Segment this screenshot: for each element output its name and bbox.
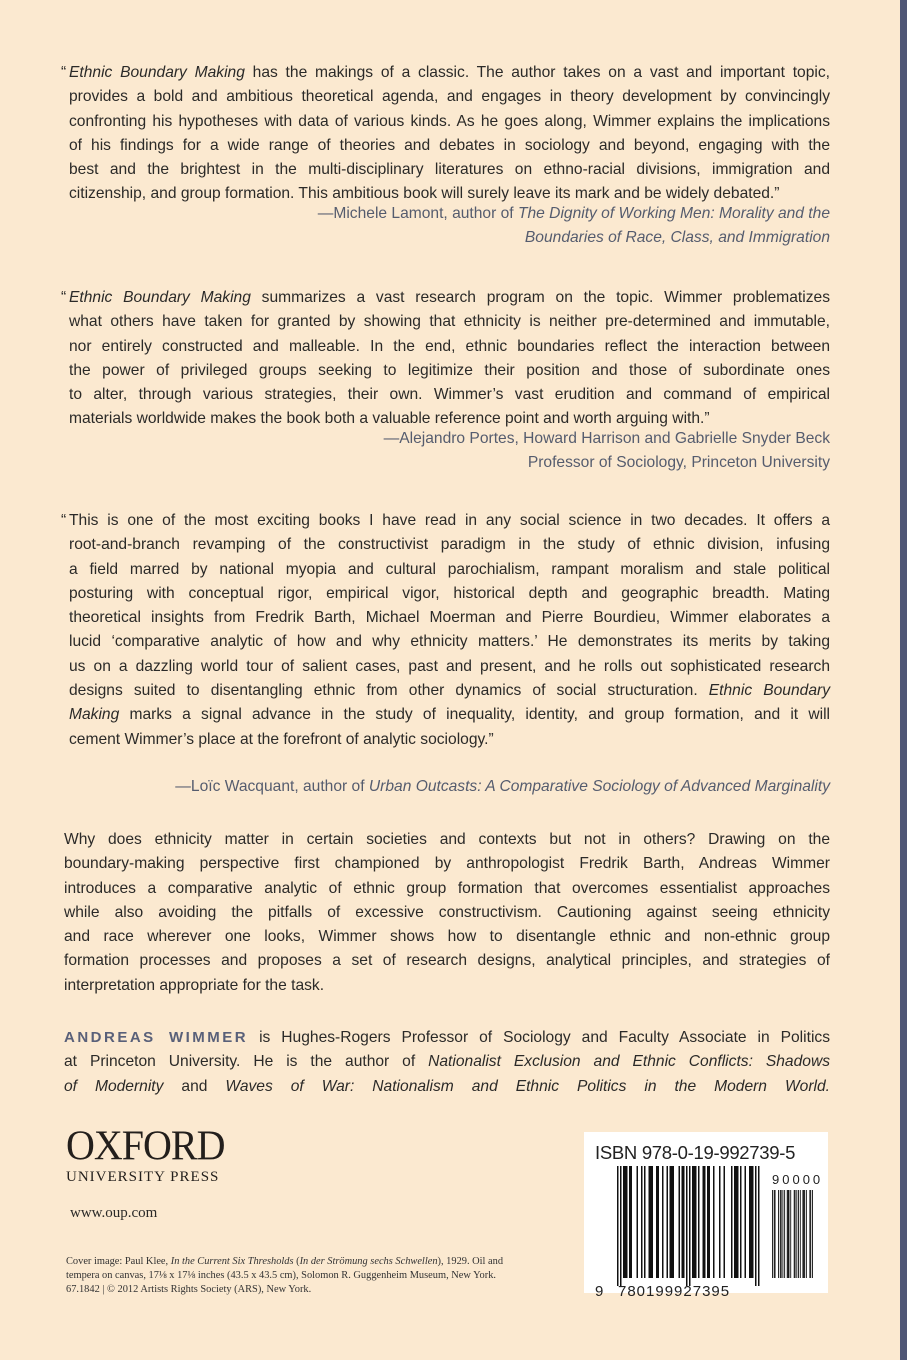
text-segment: Ethnic Boundary Making bbox=[69, 289, 251, 306]
barcode-bar bbox=[626, 1166, 628, 1278]
barcode-addon-bar bbox=[794, 1190, 795, 1278]
text-segment: ( bbox=[293, 1256, 300, 1267]
text-line bbox=[64, 828, 830, 852]
barcode-bar bbox=[682, 1166, 684, 1278]
quote-attribution bbox=[69, 775, 830, 799]
author-bio bbox=[64, 1026, 830, 1099]
barcode-bar bbox=[704, 1166, 706, 1278]
text-line bbox=[64, 852, 830, 876]
text-line bbox=[69, 655, 830, 679]
barcode-addon-bar bbox=[784, 1190, 785, 1278]
oxford-logo bbox=[66, 1121, 225, 1186]
text-segment: and race wherever one looks, Wimmer shows how to disentangle ethnic and non-ethnic group bbox=[64, 928, 830, 946]
isbn-label: ISBN 978-0-19-992739-5 bbox=[595, 1142, 796, 1163]
barcode-bar bbox=[755, 1166, 757, 1286]
text-line bbox=[69, 451, 830, 475]
barcode-addon-bar bbox=[772, 1190, 773, 1278]
barcode-addon-bar bbox=[804, 1190, 805, 1278]
text-segment: The Dignity of Working Men: Morality and the bbox=[517, 204, 830, 222]
text-line bbox=[69, 310, 830, 334]
text-line bbox=[69, 703, 830, 727]
text-line bbox=[66, 1269, 503, 1283]
text-segment: at Princeton University. He is the author of bbox=[64, 1053, 429, 1071]
text-segment: —Loïc Wacquant, author of bbox=[175, 777, 369, 795]
barcode-bar bbox=[658, 1166, 660, 1278]
text-line bbox=[61, 286, 830, 310]
barcode-bar bbox=[707, 1166, 709, 1278]
text-segment: lucid ‘comparative analytic of how and why ethnicity matters.’ He demonstrates its merits by taking bbox=[69, 633, 830, 651]
barcode-addon-bar bbox=[774, 1190, 775, 1278]
text-line bbox=[66, 1283, 503, 1297]
text-line bbox=[64, 974, 830, 998]
text-line bbox=[69, 533, 830, 557]
barcode-addon-bar bbox=[796, 1190, 797, 1278]
barcode-addon-bar bbox=[795, 1190, 796, 1278]
text-segment: best and the brightest in the multi-disciplinary literatures on ethno-racial divisions, immigration and bbox=[69, 161, 830, 179]
barcode-addon-bar bbox=[782, 1190, 783, 1278]
text-line bbox=[69, 606, 830, 630]
barcode-bar bbox=[736, 1166, 738, 1278]
barcode-addon-bar bbox=[800, 1190, 801, 1278]
text-segment: formation processes and proposes a set of research designs, analytical principles, and strategies of bbox=[64, 952, 830, 970]
barcode-bar bbox=[713, 1166, 715, 1278]
cover-credits bbox=[66, 1255, 503, 1297]
text-line bbox=[66, 1255, 503, 1269]
barcode-addon-bar bbox=[787, 1190, 788, 1278]
text-line bbox=[64, 1075, 830, 1099]
text-segment: the power of privileged groups seeking to legitimize their position and those of subordinate ones bbox=[69, 361, 830, 379]
text-line bbox=[69, 359, 830, 383]
barcode-addon-bar bbox=[810, 1190, 811, 1278]
barcode-bar bbox=[667, 1166, 669, 1278]
quote-lamont bbox=[61, 61, 830, 250]
text-segment: theoretical insights from Fredrik Barth, Michael Moerman and Pierre Bourdieu, Wimmer elaborates a bbox=[69, 609, 830, 627]
barcode-bar bbox=[631, 1166, 633, 1278]
barcode-first-digit: 9 bbox=[595, 1283, 604, 1300]
text-segment: Why does ethnicity matter in certain societies and contexts but not in others? Drawing on the bbox=[64, 831, 830, 848]
barcode-addon-bar bbox=[778, 1190, 779, 1278]
text-segment: root-and-branch revamping of the constructivist paradigm in the study of ethnic division, infusing bbox=[69, 536, 830, 554]
barcode-bar bbox=[637, 1166, 639, 1278]
quote-attribution bbox=[69, 427, 830, 476]
text-line bbox=[69, 85, 830, 109]
barcode-bar bbox=[752, 1166, 754, 1278]
barcode-digits: 780199927395 bbox=[618, 1283, 731, 1300]
text-line bbox=[61, 61, 830, 85]
barcode-bar bbox=[629, 1166, 631, 1278]
barcode-addon-bar bbox=[802, 1190, 803, 1278]
barcode-bar bbox=[758, 1166, 760, 1286]
barcode-bar bbox=[740, 1166, 742, 1278]
barcode-bar bbox=[751, 1166, 753, 1278]
text-segment: while also avoiding the pitfalls of excessive constructivism. Cautioning against seeing ethnicity bbox=[64, 903, 830, 921]
barcode-bar bbox=[673, 1166, 675, 1278]
text-segment: boundary-making perspective first championed by anthropologist Fredrik Barth, Andreas Wimmer bbox=[64, 855, 830, 873]
barcode-bar bbox=[641, 1166, 643, 1278]
barcode-bar bbox=[683, 1166, 685, 1278]
barcode-icon bbox=[584, 1132, 828, 1293]
barcode-addon-bar bbox=[809, 1190, 810, 1278]
barcode-bar bbox=[689, 1166, 691, 1286]
text-segment: ANDREAS WIMMER bbox=[64, 1029, 249, 1046]
book-description bbox=[64, 828, 830, 998]
text-line bbox=[69, 728, 830, 752]
text-segment: This is one of the most exciting books I have read in any social science in two decades. It offers a bbox=[69, 512, 830, 529]
barcode-addon-bar bbox=[788, 1190, 789, 1278]
text-segment: Ethnic Boundary bbox=[708, 682, 830, 700]
barcode-addon-bar bbox=[812, 1190, 813, 1278]
text-segment: designs suited to disentangling ethnic from other dynamics of social structuration. bbox=[69, 682, 709, 700]
barcode-addon-bar bbox=[806, 1190, 807, 1278]
text-segment: In the Current Six Thresholds bbox=[170, 1256, 294, 1267]
text-segment: cement Wimmer’s place at the forefront of analytic sociology.” bbox=[69, 730, 494, 748]
text-line bbox=[61, 509, 830, 533]
text-segment: Professor of Sociology, Princeton University bbox=[527, 454, 830, 472]
text-segment: —Alejandro Portes, Howard Harrison and Gabrielle Snyder Beck bbox=[383, 429, 830, 447]
quote-wacquant bbox=[61, 509, 830, 799]
text-segment: Urban Outcasts: A Comparative Sociology of Advanced Marginality bbox=[368, 777, 830, 795]
text-segment: Boundaries of Race, Class, and Immigration bbox=[524, 229, 830, 247]
text-segment: of his findings for a wide range of theories and debates in sociology and beyond, engaging with the bbox=[69, 136, 830, 154]
barcode-addon-bar bbox=[789, 1190, 790, 1278]
text-segment: has the makings of a classic. The author takes on a vast and important topic, bbox=[244, 64, 830, 81]
text-line bbox=[69, 226, 830, 250]
text-segment: 67.1842 | © 2012 Artists Rights Society (ARS), New York. bbox=[66, 1284, 312, 1295]
text-line bbox=[69, 110, 830, 134]
text-segment: confronting his hypotheses with data of various kinds. As he goes along, Wimmer explains the implications bbox=[69, 112, 830, 130]
barcode-bar bbox=[695, 1166, 697, 1278]
barcode-addon-bar bbox=[780, 1190, 781, 1278]
text-line bbox=[64, 925, 830, 949]
barcode-bar bbox=[737, 1166, 739, 1278]
text-segment: tempera on canvas, 17⅛ x 17⅛ inches (43.5 x 43.5 cm), Solomon R. Guggenheim Museum, New York. bbox=[66, 1270, 497, 1281]
text-segment: “ bbox=[61, 64, 67, 81]
text-line bbox=[69, 383, 830, 407]
barcode-bar bbox=[749, 1166, 751, 1278]
quote-portes bbox=[61, 286, 830, 475]
text-segment: summarizes a vast research program on the topic. Wimmer problematizes bbox=[250, 289, 830, 306]
barcode-bar bbox=[694, 1166, 696, 1278]
barcode-bar bbox=[671, 1166, 673, 1278]
barcode-addon-bar bbox=[775, 1190, 776, 1278]
text-line bbox=[69, 630, 830, 654]
barcode-bar bbox=[698, 1166, 700, 1278]
text-line bbox=[69, 582, 830, 606]
text-segment: “ bbox=[61, 512, 67, 529]
barcode-addon-bar bbox=[798, 1190, 799, 1278]
text-segment: materials worldwide makes the book both a valuable reference point and worth arguing with.” bbox=[69, 410, 710, 428]
barcode-bar bbox=[656, 1166, 658, 1278]
barcode-bar bbox=[745, 1166, 747, 1278]
barcode-bar bbox=[644, 1166, 646, 1278]
text-line bbox=[69, 679, 830, 703]
barcode-bar bbox=[620, 1166, 622, 1286]
barcode-addon-bar bbox=[781, 1190, 782, 1278]
barcode-bar bbox=[734, 1166, 736, 1278]
text-segment: interpretation appropriate for the task. bbox=[64, 976, 325, 994]
text-segment: posturing with conceptual rigor, empirical vigor, historical depth and geographic breadth. Mating bbox=[69, 584, 830, 602]
barcode-bar bbox=[670, 1166, 672, 1278]
publisher-name: OXFORD bbox=[66, 1121, 225, 1170]
text-segment: Ethnic Boundary Making bbox=[69, 64, 245, 81]
barcode-bar bbox=[731, 1166, 733, 1278]
isbn-barcode-box bbox=[584, 1132, 828, 1300]
text-line bbox=[64, 1050, 830, 1074]
text-segment: marks a signal advance in the study of inequality, identity, and group formation, and it will bbox=[119, 706, 830, 724]
text-line bbox=[64, 949, 830, 973]
text-segment: nor entirely constructed and malleable. In the end, ethnic boundaries reflect the interaction between bbox=[69, 337, 830, 355]
barcode-bar bbox=[625, 1166, 627, 1278]
text-segment: —Michele Lamont, author of bbox=[317, 204, 518, 222]
barcode-bar bbox=[623, 1166, 625, 1278]
text-line bbox=[69, 158, 830, 182]
text-line bbox=[64, 1026, 830, 1050]
barcode-bar bbox=[617, 1166, 619, 1286]
text-segment: is Hughes-Rogers Professor of Sociology and Faculty Associate in Politics bbox=[248, 1029, 831, 1046]
text-segment: ), 1929. Oil and bbox=[437, 1256, 504, 1267]
text-segment: Cover image: Paul Klee, bbox=[66, 1256, 171, 1267]
text-segment: a field marred by national myopia and cultural parochialism, rampant moralism and stale political bbox=[69, 560, 830, 578]
barcode-addon-bar bbox=[790, 1190, 791, 1278]
text-segment: us on a dazzling world tour of salient cases, past and present, and he rolls out sophisticated research bbox=[69, 657, 830, 675]
barcode-bar bbox=[709, 1166, 711, 1278]
text-segment: Waves of War: Nationalism and Ethnic Politics in the Modern World. bbox=[225, 1077, 830, 1095]
text-segment: Nationalist Exclusion and Ethnic Conflicts: Shadows bbox=[428, 1053, 830, 1071]
text-line bbox=[69, 335, 830, 359]
text-line bbox=[64, 901, 830, 925]
text-segment: to alter, through various strategies, their own. Wimmer’s vast erudition and command of empirical bbox=[69, 386, 830, 404]
text-segment: what others have taken for granted by showing that ethnicity is neither pre-determined and immutable, bbox=[69, 313, 830, 331]
text-segment: provides a bold and ambitious theoretical agenda, and engages in theory development by convincingly bbox=[69, 88, 830, 106]
text-segment: citizenship, and group formation. This ambitious book will surely leave its mark and be widely debated.” bbox=[69, 185, 780, 203]
barcode-bar bbox=[686, 1166, 688, 1286]
barcode-bar bbox=[662, 1166, 664, 1278]
barcode-bar bbox=[692, 1166, 694, 1278]
barcode-bar bbox=[724, 1166, 726, 1278]
barcode-bar bbox=[719, 1166, 721, 1278]
text-segment: “ bbox=[61, 289, 67, 306]
barcode-bar bbox=[703, 1166, 705, 1278]
text-segment: Making bbox=[69, 706, 120, 724]
barcode-bar bbox=[649, 1166, 651, 1278]
text-segment: In der Strömung sechs Schwellen bbox=[299, 1256, 438, 1267]
text-line bbox=[64, 877, 830, 901]
text-segment: and bbox=[163, 1077, 226, 1095]
spine-edge-strip bbox=[900, 0, 907, 1360]
text-segment: of Modernity bbox=[64, 1077, 164, 1095]
text-segment: introduces a comparative analytic of ethnic group formation that overcomes essentialist approaches bbox=[64, 879, 830, 897]
text-line bbox=[69, 558, 830, 582]
text-line bbox=[69, 775, 830, 799]
barcode-bar bbox=[652, 1166, 654, 1278]
text-line bbox=[69, 134, 830, 158]
quote-attribution bbox=[69, 202, 830, 251]
barcode-bar bbox=[679, 1166, 681, 1278]
barcode-addon-bar bbox=[803, 1190, 804, 1278]
publisher-subtitle: UNIVERSITY PRESS bbox=[66, 1169, 220, 1185]
barcode-addon: 90000 bbox=[772, 1172, 824, 1187]
publisher-website: www.oup.com bbox=[70, 1205, 158, 1221]
barcode-bar bbox=[650, 1166, 652, 1278]
